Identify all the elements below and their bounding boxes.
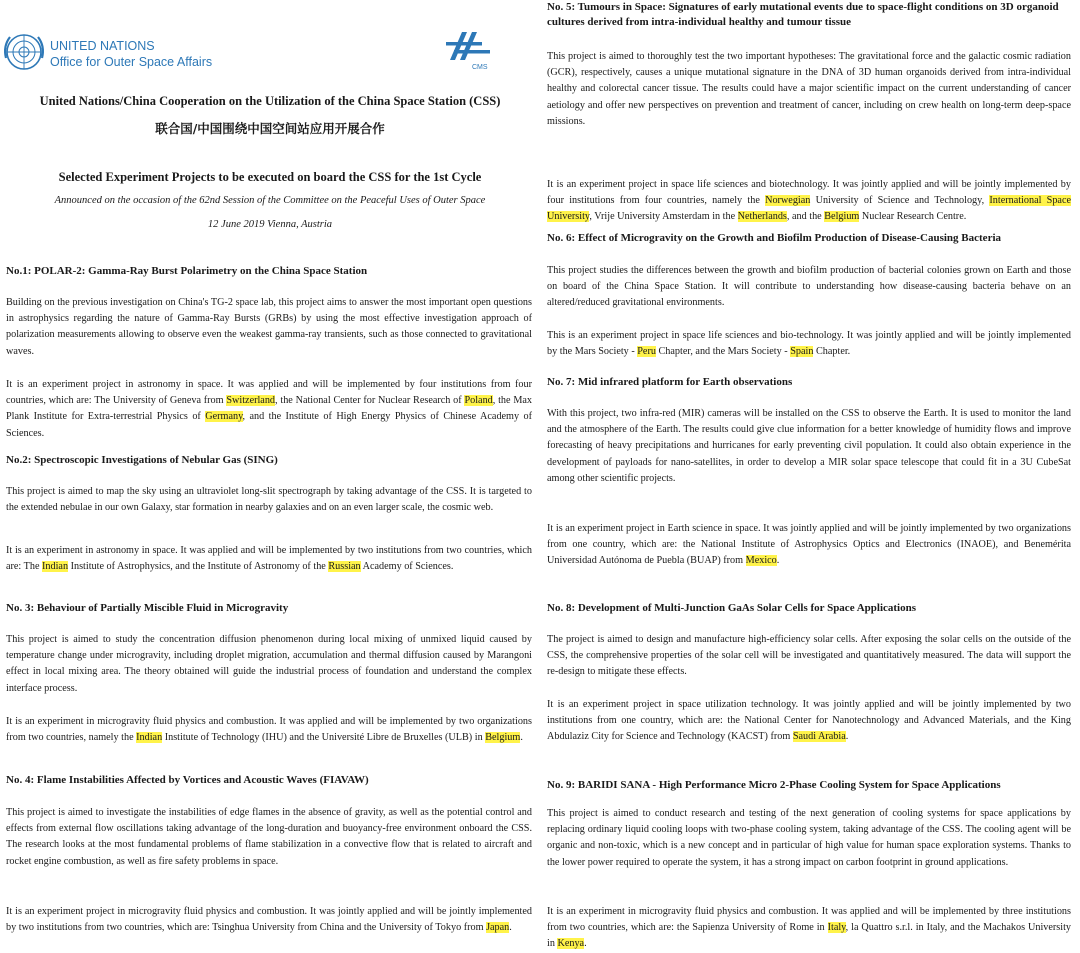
highlight-country: Norwegian: [765, 195, 811, 207]
highlight-organization: International Space University: [547, 195, 1071, 223]
css-logo-label: CMS: [472, 64, 488, 71]
project-8-description: The project is aimed to design and manufacture high-efficiency solar cells. After exposing the solar cells on the outside of the CSS, the comprehensive properties of the solar cell will be investigated and quantitatively measured. The data will support the re-design to mitigate these effects.: [547, 634, 1071, 678]
highlight-country: Poland: [464, 395, 493, 407]
highlight-country: Belgium: [824, 211, 860, 223]
project-3-heading: No. 3: Behaviour of Partially Miscible Fluid in Microgravity: [6, 602, 289, 614]
project-7-heading: No. 7: Mid infrared platform for Earth observations: [547, 376, 793, 388]
highlight-country: Kenya: [557, 938, 585, 950]
project-7-partners: It is an experiment project in Earth science in space. It was jointly applied and will be jointly implemented by two organizations from one country, which are: the National Institute of Astrophysics Optics and Electronics (INAOE), and Benemérita Universidad Autónoma de Puebla (BUAP) from Mexico.: [547, 523, 1071, 567]
highlight-country: Belgium: [485, 732, 521, 744]
project-4-heading: No. 4: Flame Instabilities Affected by Vortices and Acoustic Waves (FIAVAW): [6, 774, 369, 786]
highlight-country: Indian: [136, 732, 163, 744]
project-9-description: This project is aimed to conduct research and testing of the next generation of cooling systems for space applications by replacing ordinary liquid cooling loops with two-phase cooling system, taking advantage of the CSS. The cooling agent will be organic and non-toxic, which is a new concept and in particular of high value for human space exploration systems. Thanks to the lower power required to operate the system, it has a strong impact on carbon footprint in ground applications.: [547, 808, 1071, 868]
selected-projects-title: Selected Experiment Projects to be executed on board the CSS for the 1st Cycle: [58, 170, 482, 184]
highlight-country: Russian: [328, 561, 361, 573]
highlight-country: Peru: [637, 346, 656, 358]
highlight-country: Saudi Arabia: [792, 731, 846, 743]
project-1-partners: It is an experiment project in astronomy in space. It was applied and will be implemented by four institutions from four countries, which are: The University of Geneva from Switzerland, the National Center for Nuclear Research of Poland, the Max Plank Institute for Extra-terrestrial Physics of Germany, and the Institute of High Energy Physics of Chinese Academy of Sciences.: [6, 379, 533, 439]
highlight-country: Indian: [42, 561, 69, 573]
project-8-heading: No. 8: Development of Multi-Junction GaAs Solar Cells for Space Applications: [547, 602, 917, 614]
project-6-heading: No. 6: Effect of Microgravity on the Growth and Biofilm Production of Disease-Causing Bacteria: [547, 232, 1002, 244]
project-1-heading: No.1: POLAR-2: Gamma-Ray Burst Polarimetry on the China Space Station: [6, 265, 368, 277]
css-logo-icon: [440, 28, 496, 72]
highlight-country: Netherlands: [737, 211, 787, 223]
project-5-heading: No. 5: Tumours in Space: Signatures of early mutational events due to space-flight conditions on 3D organoid cultures derived from intra-individual healthy and tumour tissue: [547, 1, 1059, 28]
date-location: 12 June 2019 Vienna, Austria: [207, 219, 333, 230]
project-6-partners: This is an experiment project in space life sciences and bio-technology. It was jointly applied and will be jointly implemented by the Mars Society - Peru Chapter, and the Mars Society - Spain Chapter.: [547, 330, 1071, 358]
un-office-name: [50, 38, 212, 70]
project-3-description: This project is aimed to study the concentration diffusion phenomenon during local mixing of unmixed liquid caused by temperature change under microgravity, including droplet migration, accumulation and thermal diffusion caused by Marangoni effect in local mixing area. The theory obtained will guide the industrial process of foundation and understand the complex interface process.: [6, 634, 532, 694]
highlight-country: Italy: [827, 922, 846, 934]
highlight-country: Japan: [486, 922, 510, 934]
highlight-country: Mexico: [745, 555, 777, 567]
highlight-country: Spain: [790, 346, 814, 358]
org-title-chinese: 联合国/中国围绕中国空间站应用开展合作: [155, 121, 385, 136]
highlight-country: Switzerland: [226, 395, 276, 407]
project-2-partners: It is an experiment in astronomy in space. It was applied and will be implemented by two institutions from two countries, which are: The Indian Institute of Astrophysics, and the Institute of Astronomy of the Russian Academy of Sciences.: [6, 545, 532, 573]
project-5-description: This project is aimed to thoroughly test the two important hypotheses: The gravitational force and the galactic cosmic radiation (GCR), respectively, causes a unique mutational signature in the DNA of 3D human organoids derived from intra-individual healthy and colorectal cancer tissue. The results could have a major scientific impact on the current understanding of cancer aetiology and offer new perspectives on prevention and treatment of cancer, including on crew health on long-term deep-space missions.: [547, 51, 1071, 127]
org-title: United Nations/China Cooperation on the Utilization of the China Space Station (CSS): [39, 94, 501, 108]
project-7-description: With this project, two infra-red (MIR) cameras will be installed on the CSS to observe the Earth. It is used to monitor the land and the atmosphere of the Earth. The results could give clue information for a better knowledge of humidity flows and improve forecasting of heavy precipitations and hurricanes for early preventing civil population. It could also obtain experience in the development of payloads for nano-satellites, in order to develop a MIR solar space telescope that could fit in a 3U CubeSat among other scientific projects.: [547, 408, 1071, 484]
highlight-country: Germany: [205, 411, 243, 423]
un-emblem-icon: [0, 28, 48, 76]
project-9-partners: It is an experiment in microgravity fluid physics and combustion. It was applied and will be implemented by three institutions from two countries, which are: the Sapienza University of Rome in Italy, la Quattro s.r.l. in Italy, and the Machakos University in Kenya.: [547, 906, 1072, 950]
project-5-partners: It is an experiment project in space life sciences and biotechnology. It was jointly applied and will be jointly implemented by four institutions from four countries, namely the Norwegian University of Science and Technology, International Space University, Vrije University Amsterdam in the Netherlands, and the Belgium Nuclear Research Centre.: [547, 179, 1071, 223]
project-9-heading: No. 9: BARIDI SANA - High Performance Micro 2-Phase Cooling System for Space Applications: [547, 779, 1001, 791]
project-8-partners: It is an experiment project in space utilization technology. It was jointly applied and will be jointly implemented by two institutions from one country, which are: the National Center for Nanotechnology and Advanced Materials, and the King Abdulaziz City for Science and Technology (KACST) from Saudi Arabia.: [547, 699, 1071, 743]
project-4-description: This project is aimed to investigate the instabilities of edge flames in the absence of gravity, as well as the potential control and effects from external flow oscillations taking advantage of the long-duration and buoyancy-free environment onboard the CSS. The research looks at the most fundamental problems of flame stabilization in a convective flow that is related to aircraft and rocket engine combustion, as well as fire safety problems in space.: [6, 807, 532, 867]
announcement-line: Announced on the occasion of the 62nd Session of the Committee on the Peaceful Uses of Outer Space: [54, 195, 486, 206]
project-3-partners: It is an experiment in microgravity fluid physics and combustion. It was applied and will be implemented by two organizations from two countries, namely the Indian Institute of Technology (IHU) and the Université Libre de Bruxelles (ULB) in Belgium.: [6, 716, 532, 744]
project-2-heading: No.2: Spectroscopic Investigations of Nebular Gas (SING): [6, 454, 278, 466]
project-6-description: This project studies the differences between the growth and biofilm production of bacterial colonies grown on Earth and those on board of the China Space Station. It will contribute to understanding how disease-causing bacteria behave on an altered/reduced gravitational environments.: [547, 265, 1071, 309]
un-name-line1: UNITED NATIONS: [50, 39, 155, 53]
project-1-description: Building on the previous investigation on China's TG-2 space lab, this project aims to answer the most important open questions in astrophysics regarding the nature of Gamma-Ray Bursts (GRBs) by using the most effective investigation approach of polarization measurements allowing to observe even the weakest gamma-ray transients, such as those connected to gravitational waves.: [6, 297, 532, 357]
project-4-partners: It is an experiment project in microgravity fluid physics and combustion. It was jointly applied and will be jointly implemented by two institutions from two countries, which are: Tsinghua University from China and the University of Tokyo from Japan.: [6, 906, 532, 934]
un-name-line2: Office for Outer Space Affairs: [50, 55, 213, 69]
project-2-description: This project is aimed to map the sky using an ultraviolet long-slit spectrograph by taking advantage of the CSS. It is targeted to the extended nebulae in our own Galaxy, star formation in nearby galaxies and on an even larger scale, the cosmic web.: [6, 486, 532, 514]
